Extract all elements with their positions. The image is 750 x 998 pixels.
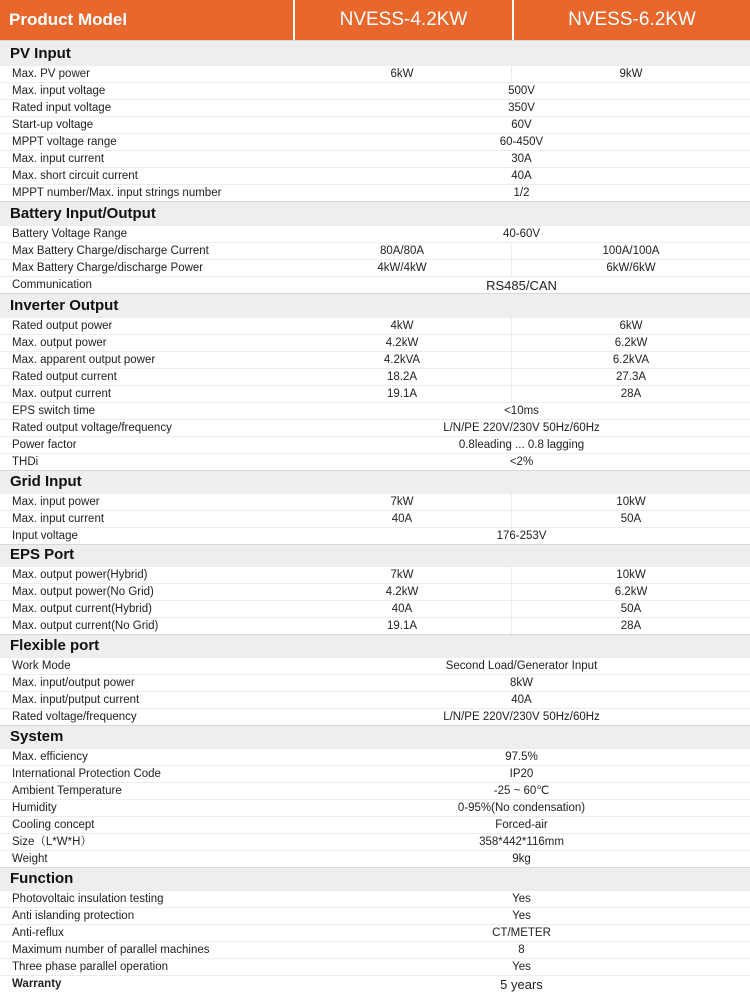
spec-label: Rated output power	[12, 320, 113, 332]
spec-label: Size（L*W*H）	[12, 836, 92, 848]
section-title: Battery Input/Output	[0, 201, 750, 225]
spec-label: MPPT voltage range	[12, 136, 117, 148]
spec-value-shared: 8	[518, 944, 525, 956]
spec-row	[0, 184, 750, 201]
spec-label: Rated output current	[12, 371, 117, 383]
spec-label: Rated input voltage	[12, 102, 112, 114]
spec-row	[0, 583, 750, 600]
spec-row	[0, 317, 750, 334]
spec-label: Humidity	[12, 802, 57, 814]
spec-row	[0, 657, 750, 674]
spec-row	[0, 419, 750, 436]
spec-label: THDi	[12, 456, 39, 468]
spec-value-shared: 9kg	[512, 853, 531, 865]
spec-label: Max. apparent output power	[12, 354, 156, 366]
spec-row	[0, 150, 750, 167]
table-header	[0, 0, 750, 40]
spec-row	[0, 402, 750, 419]
spec-row	[0, 975, 750, 992]
product-model-label: Product Model	[0, 0, 293, 40]
spec-row	[0, 799, 750, 816]
spec-row	[0, 833, 750, 850]
spec-row	[0, 242, 750, 259]
spec-row	[0, 527, 750, 544]
spec-value-6-2kw: 9kW	[619, 68, 643, 80]
spec-label: Max. input power	[12, 496, 100, 508]
spec-label: EPS switch time	[12, 405, 96, 417]
spec-label: Max. input/putput current	[12, 694, 140, 706]
spec-label: Ambient Temperature	[12, 785, 122, 797]
spec-row	[0, 99, 750, 116]
spec-value-shared: CT/METER	[492, 927, 551, 939]
spec-value-4-2kw: 18.2A	[293, 369, 512, 385]
spec-row	[0, 850, 750, 867]
spec-row	[0, 368, 750, 385]
spec-value-shared: 40-60V	[502, 228, 541, 240]
spec-row	[0, 65, 750, 82]
spec-value-shared: 40A	[511, 694, 532, 706]
spec-label: Anti-reflux	[12, 927, 64, 939]
spec-value-4-2kw: 4.2kVA	[293, 352, 512, 368]
spec-value-6-2kw: 6kW	[619, 320, 643, 332]
spec-label: Warranty	[12, 978, 62, 990]
spec-value-shared: L/N/PE 220V/230V 50Hz/60Hz	[443, 422, 600, 434]
spec-value-4-2kw: 19.1A	[293, 618, 512, 634]
spec-value-shared: 30A	[511, 153, 532, 165]
spec-label: Start-up voltage	[12, 119, 94, 131]
spec-row	[0, 167, 750, 184]
spec-value-6-2kw: 100A/100A	[602, 245, 660, 257]
spec-row	[0, 334, 750, 351]
spec-value-6-2kw: 6.2kVA	[612, 354, 650, 366]
spec-label: Max. input current	[12, 153, 105, 165]
spec-label: Max. output power(No Grid)	[12, 586, 154, 598]
spec-row	[0, 566, 750, 583]
spec-value-shared: L/N/PE 220V/230V 50Hz/60Hz	[443, 711, 600, 723]
model-4-2kw-header: NVESS-4.2KW	[293, 0, 512, 40]
spec-label: Input voltage	[12, 530, 78, 542]
spec-row	[0, 941, 750, 958]
spec-value-4-2kw: 19.1A	[293, 386, 512, 402]
spec-value-6-2kw: 28A	[620, 388, 642, 400]
spec-row	[0, 116, 750, 133]
spec-row	[0, 691, 750, 708]
spec-value-shared: <2%	[509, 456, 534, 468]
spec-row	[0, 453, 750, 470]
spec-value-6-2kw: 50A	[620, 603, 642, 615]
spec-row	[0, 782, 750, 799]
spec-label: Max Battery Charge/discharge Current	[12, 245, 209, 257]
spec-label: Three phase parallel operation	[12, 961, 168, 973]
spec-value-shared: <10ms	[504, 405, 539, 417]
model-6-2kw-header: NVESS-6.2KW	[512, 0, 750, 40]
spec-value-6-2kw: 10kW	[616, 496, 646, 508]
spec-value-shared: 8kW	[510, 677, 533, 689]
spec-label: International Protection Code	[12, 768, 161, 780]
spec-value-shared: 97.5%	[505, 751, 538, 763]
spec-value-shared: 1/2	[513, 187, 530, 199]
spec-row	[0, 276, 750, 293]
spec-value-shared: 0.8leading ... 0.8 lagging	[458, 439, 585, 451]
section-title: Flexible port	[0, 634, 750, 657]
spec-row	[0, 674, 750, 691]
section-title: PV Input	[0, 40, 750, 65]
spec-row	[0, 708, 750, 725]
spec-label: Cooling concept	[12, 819, 95, 831]
spec-body	[0, 40, 750, 992]
spec-value-shared: RS485/CAN	[486, 278, 557, 293]
spec-label: Weight	[12, 853, 48, 865]
spec-label: Max. output current(No Grid)	[12, 620, 159, 632]
spec-label: Max. output power(Hybrid)	[12, 569, 148, 581]
spec-value-shared: Second Load/Generator Input	[445, 660, 598, 672]
spec-label: Photovoltaic insulation testing	[12, 893, 164, 905]
spec-value-4-2kw: 80A/80A	[293, 243, 512, 259]
spec-row	[0, 907, 750, 924]
spec-label: Max. output current	[12, 388, 112, 400]
spec-row	[0, 385, 750, 402]
spec-value-4-2kw: 7kW	[293, 567, 512, 583]
spec-row	[0, 924, 750, 941]
spec-value-shared: 176-253V	[496, 530, 547, 542]
spec-label: MPPT number/Max. input strings number	[12, 187, 222, 199]
spec-value-shared: 0-95%(No condensation)	[457, 802, 586, 814]
section-title: Function	[0, 867, 750, 890]
spec-label: Max. output power	[12, 337, 107, 349]
spec-value-6-2kw: 6kW/6kW	[606, 262, 656, 274]
spec-value-4-2kw: 4kW/4kW	[293, 260, 512, 276]
spec-value-4-2kw: 6kW	[293, 66, 512, 82]
spec-label: Anti islanding protection	[12, 910, 135, 922]
spec-value-6-2kw: 6.2kW	[614, 586, 648, 598]
spec-label: Max. short circuit current	[12, 170, 138, 182]
spec-value-shared: Forced-air	[495, 819, 548, 831]
spec-row	[0, 493, 750, 510]
spec-value-shared: 60V	[511, 119, 532, 131]
spec-row	[0, 133, 750, 150]
spec-value-6-2kw: 6.2kW	[614, 337, 648, 349]
spec-label: Max. input/output power	[12, 677, 135, 689]
spec-row	[0, 765, 750, 782]
spec-value-6-2kw: 27.3A	[615, 371, 647, 383]
spec-value-6-2kw: 50A	[620, 513, 642, 525]
spec-value-shared: Yes	[512, 961, 531, 973]
spec-label: Communication	[12, 279, 92, 291]
spec-label: Max. input current	[12, 513, 105, 525]
spec-value-4-2kw: 40A	[293, 511, 512, 527]
spec-value-shared: 500V	[508, 85, 535, 97]
spec-value-4-2kw: 4.2kW	[293, 584, 512, 600]
spec-value-6-2kw: 10kW	[616, 569, 646, 581]
spec-value-4-2kw: 7kW	[293, 494, 512, 510]
spec-row	[0, 259, 750, 276]
spec-value-shared: IP20	[509, 768, 534, 780]
spec-value-shared: Yes	[512, 910, 531, 922]
spec-row	[0, 225, 750, 242]
spec-row	[0, 958, 750, 975]
spec-label: Max. input voltage	[12, 85, 106, 97]
spec-row	[0, 82, 750, 99]
spec-row	[0, 600, 750, 617]
spec-row	[0, 816, 750, 833]
spec-value-shared: 40A	[511, 170, 532, 182]
spec-value-shared: Yes	[512, 893, 531, 905]
spec-label: Max. PV power	[12, 68, 90, 80]
spec-value-shared: 350V	[508, 102, 535, 114]
spec-label: Work Mode	[12, 660, 71, 672]
spec-label: Maximum number of parallel machines	[12, 944, 210, 956]
spec-row	[0, 748, 750, 765]
section-title: EPS Port	[0, 544, 750, 566]
spec-row	[0, 351, 750, 368]
section-title: System	[0, 725, 750, 748]
spec-value-4-2kw: 40A	[293, 601, 512, 617]
spec-row	[0, 510, 750, 527]
spec-value-4-2kw: 4kW	[293, 318, 512, 334]
spec-row	[0, 890, 750, 907]
spec-value-shared: 358*442*116mm	[479, 836, 564, 848]
spec-value-4-2kw: 4.2kW	[293, 335, 512, 351]
spec-label: Battery Voltage Range	[12, 228, 128, 240]
spec-value-6-2kw: 28A	[620, 620, 642, 632]
spec-value-shared: 60-450V	[499, 136, 544, 148]
spec-label: Rated output voltage/frequency	[12, 422, 172, 434]
spec-value-shared: -25 ~ 60℃	[493, 785, 550, 797]
spec-label: Max. efficiency	[12, 751, 88, 763]
spec-value-shared: 5 years	[500, 977, 543, 992]
spec-row	[0, 617, 750, 634]
spec-label: Rated voltage/frequency	[12, 711, 137, 723]
spec-label: Max. output current(Hybrid)	[12, 603, 152, 615]
spec-label: Power factor	[12, 439, 77, 451]
section-title: Inverter Output	[0, 293, 750, 317]
spec-label: Max Battery Charge/discharge Power	[12, 262, 204, 274]
section-title: Grid Input	[0, 470, 750, 493]
spec-row	[0, 436, 750, 453]
